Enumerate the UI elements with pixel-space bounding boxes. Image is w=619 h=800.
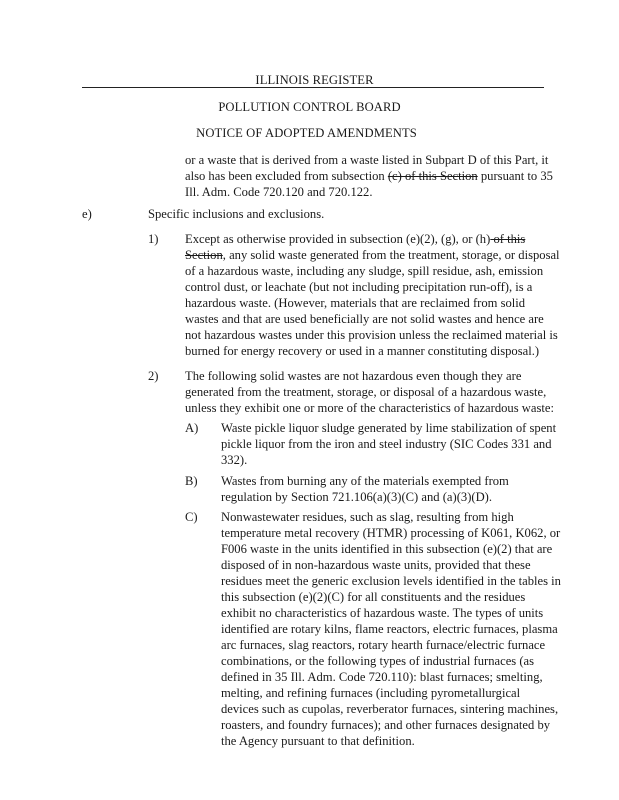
text-line: combinations, or the following types of industrial furnaces (as xyxy=(221,654,535,668)
item-2-paragraph xyxy=(185,368,554,416)
section-label: e) xyxy=(82,207,92,221)
item-label: 2) xyxy=(148,369,159,383)
text-line: The following solid wastes are not hazardous even though they are xyxy=(185,369,522,383)
text-line: not hazardous wastes under this provision unless the reclaimed material is xyxy=(185,328,558,342)
subitem-label: C) xyxy=(185,510,198,524)
text-line xyxy=(185,247,560,263)
text-line: F006 waste in the units identified in this subsection (e)(2) that are xyxy=(221,542,553,556)
text-line: roasters, and foundry furnaces); and other furnaces designated by xyxy=(221,718,551,732)
text-line: temperature metal recovery (HTMR) processing of K061, K062, or xyxy=(221,526,561,540)
text-line: Nonwastewater residues, such as slag, resulting from high xyxy=(221,510,514,524)
notice-title: NOTICE OF ADOPTED AMENDMENTS xyxy=(196,126,417,140)
text-line: generated from the treatment, storage, or disposal of a hazardous waste, xyxy=(185,385,547,399)
text-line: wastes and that are used beneficially are not solid wastes and hence are xyxy=(185,312,544,326)
text-line: pickle liquor from the iron and steel industry (SIC Codes 331 and xyxy=(221,437,552,451)
text-line xyxy=(185,168,553,184)
subitem-b-paragraph xyxy=(221,473,509,505)
text-line: disposed of in non-hazardous waste units, provided that these xyxy=(221,558,531,572)
text-line: Wastes from burning any of the materials exempted from xyxy=(221,474,509,488)
text-line: melting, and refining furnaces (including pyrometallurgical xyxy=(221,686,521,700)
text-line: 332). xyxy=(221,453,248,467)
subitem-label: A) xyxy=(185,421,199,435)
struck-text: of this xyxy=(490,232,526,246)
text-line: unless they exhibit one or more of the characteristics of hazardous waste: xyxy=(185,401,554,415)
text-line: burned for energy recovery or used in a manner constituting disposal.) xyxy=(185,344,540,358)
text-line: control dust, or leachate (but not including precipitation run-off), is a xyxy=(185,280,533,294)
board-name: POLLUTION CONTROL BOARD xyxy=(218,100,401,114)
item-1-paragraph xyxy=(185,231,560,359)
header-rule xyxy=(82,87,544,88)
subitem-label: B) xyxy=(185,474,198,488)
item-label: 1) xyxy=(148,232,159,246)
continuation-paragraph xyxy=(185,152,553,200)
text-fragment: also has been excluded from subsection xyxy=(185,169,388,183)
subitem-c-paragraph xyxy=(221,509,561,749)
text-line: regulation by Section 721.106(a)(3)(C) and (a)(3)(D). xyxy=(221,490,493,504)
text-line: the Agency pursuant to that definition. xyxy=(221,734,415,748)
text-fragment: pursuant to 35 xyxy=(477,169,553,183)
text-line: defined in 35 Ill. Adm. Code 720.110): blast furnaces; smelting, xyxy=(221,670,543,684)
text-line: Waste pickle liquor sludge generated by lime stabilization of spent xyxy=(221,421,557,435)
text-line: Ill. Adm. Code 720.120 and 720.122. xyxy=(185,185,373,199)
text-line: hazardous waste. (However, materials that are reclaimed from solid xyxy=(185,296,526,310)
text-line: of a hazardous waste, including any sludge, spill residue, ash, emission xyxy=(185,264,544,278)
text-line: identified are rotary kilns, flame reactors, electric furnaces, plasma xyxy=(221,622,558,636)
text-line: devices such as cupolas, reverberator furnaces, sintering machines, xyxy=(221,702,559,716)
struck-text: (c) of this Section xyxy=(387,169,478,183)
struck-text: Section xyxy=(185,248,223,262)
text-line: this subsection (e)(2)(C) for all constituents and the residues xyxy=(221,590,526,604)
text-fragment: , any solid waste generated from the treatment, storage, or disposal xyxy=(222,248,560,262)
text-line: arc furnaces, slag reactors, rotary hearth furnace/electric furnace xyxy=(221,638,546,652)
text-line: exhibit no characteristics of hazardous waste. The types of units xyxy=(221,606,544,620)
text-line: residues meet the generic exclusion levels identified in the tables in xyxy=(221,574,561,588)
subitem-a-paragraph xyxy=(221,420,556,468)
text-line: or a waste that is derived from a waste listed in Subpart D of this Part, it xyxy=(185,153,549,167)
register-title: ILLINOIS REGISTER xyxy=(255,73,374,87)
section-title: Specific inclusions and exclusions. xyxy=(148,207,325,221)
text-fragment: Except as otherwise provided in subsection (e)(2), (g), or (h) xyxy=(185,232,491,246)
text-line xyxy=(185,231,560,247)
